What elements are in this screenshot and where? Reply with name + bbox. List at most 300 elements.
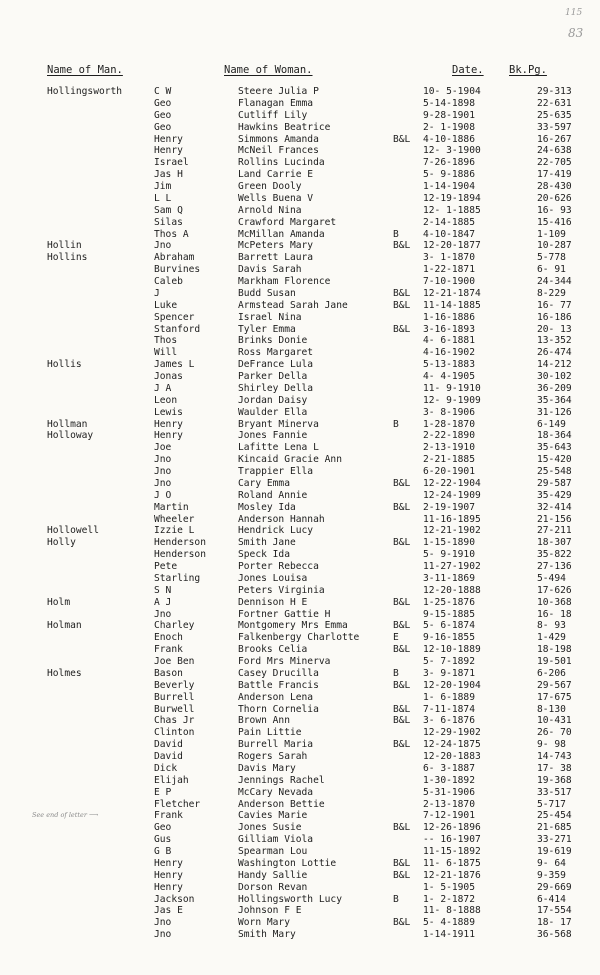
cell-book-page: 21-685	[537, 822, 572, 834]
cell-date: 12-22-1904	[423, 477, 481, 489]
table-row	[0, 799, 600, 811]
cell-date: 12-19-1894	[423, 192, 481, 204]
cell-given-name: Geo	[154, 822, 172, 834]
table-row	[0, 288, 600, 300]
cell-book-page: 17-554	[537, 905, 572, 917]
cell-book-page: 21-156	[537, 513, 572, 525]
cell-date: 1-22-1871	[423, 264, 475, 276]
cell-date: 11-16-1895	[423, 513, 481, 525]
cell-book-page: 33-597	[537, 121, 572, 133]
cell-given-name: Silas	[154, 216, 183, 228]
cell-book-page: 18- 17	[537, 917, 572, 929]
cell-date: 4-16-1902	[423, 347, 475, 359]
table-row	[0, 383, 600, 395]
cell-given-name: Elijah	[154, 774, 189, 786]
table-row	[0, 371, 600, 383]
cell-book-page: 32-414	[537, 501, 572, 513]
table-row	[0, 205, 600, 217]
cell-date: 2-13-1870	[423, 798, 475, 810]
cell-date: 11-14-1885	[423, 299, 481, 311]
cell-book-page: 29-587	[537, 477, 572, 489]
cell-given-name: Burwell	[154, 703, 195, 715]
table-row	[0, 668, 600, 680]
table-row	[0, 490, 600, 502]
cell-date: 1-25-1876	[423, 596, 475, 608]
table-row	[0, 407, 600, 419]
cell-surname: Holm	[47, 596, 71, 608]
cell-book-page: 18-198	[537, 644, 572, 656]
cell-woman-name: Hendrick Lucy	[238, 525, 314, 537]
cell-book-page: 1-429	[537, 632, 566, 644]
table-row	[0, 597, 600, 609]
cell-record-type: B&L	[393, 501, 411, 513]
cell-date: 12-21-1876	[423, 869, 481, 881]
cell-given-name: David	[154, 751, 183, 762]
cell-given-name: Clinton	[154, 727, 195, 739]
cell-woman-name: Peters Virginia	[238, 584, 325, 596]
table-row	[0, 632, 600, 644]
table-row	[0, 466, 600, 478]
cell-date: 5- 7-1892	[423, 656, 475, 667]
cell-date: 11- 8-1888	[423, 905, 481, 917]
cell-date: 4- 6-1881	[423, 335, 475, 347]
cell-given-name: Frank	[154, 810, 183, 822]
cell-record-type: B&L	[393, 917, 411, 929]
table-row	[0, 620, 600, 632]
cell-given-name: G B	[154, 846, 172, 857]
table-row	[0, 882, 600, 894]
cell-book-page: 25-454	[537, 810, 572, 822]
cell-given-name: Spencer	[154, 311, 195, 323]
cell-record-type: B&L	[393, 679, 411, 691]
table-row	[0, 514, 600, 526]
cell-woman-name: Gilliam Viola	[238, 834, 314, 846]
cell-woman-name: Kincaid Gracie Ann	[238, 454, 342, 466]
cell-woman-name: Spearman Lou	[238, 846, 308, 857]
cell-given-name: J O	[154, 489, 172, 501]
cell-woman-name: Shirley Della	[238, 382, 314, 394]
cell-woman-name: Rollins Lucinda	[238, 157, 325, 169]
table-row	[0, 905, 600, 917]
cell-book-page: 19-368	[537, 774, 572, 786]
cell-given-name: Fletcher	[154, 798, 201, 810]
cell-record-type: E	[393, 632, 399, 644]
cell-book-page: 33-271	[537, 834, 572, 846]
cell-date: 2- 1-1908	[423, 121, 475, 133]
cell-record-type: B	[393, 228, 399, 240]
cell-given-name: Luke	[154, 299, 178, 311]
arrow-icon: ⟶	[86, 811, 99, 819]
cell-given-name: Sam Q	[154, 204, 183, 216]
cell-record-type: B&L	[393, 715, 411, 727]
table-row	[0, 727, 600, 739]
cell-given-name: Jas H	[154, 169, 183, 181]
cell-date: 12-20-1904	[423, 679, 481, 691]
cell-given-name: Wheeler	[154, 513, 195, 525]
cell-book-page: 33-517	[537, 786, 572, 798]
cell-record-type: B&L	[393, 857, 411, 869]
cell-book-page: 17-419	[537, 169, 572, 181]
cell-book-page: 18-364	[537, 430, 572, 442]
cell-date: 1-28-1870	[423, 418, 475, 430]
cell-woman-name: McMillan Amanda	[238, 228, 325, 240]
cell-book-page: 36-209	[537, 382, 572, 394]
cell-woman-name: Simmons Amanda	[238, 133, 319, 145]
cell-book-page: 10-287	[537, 240, 572, 252]
cell-woman-name: Handy Sallie	[238, 869, 308, 881]
cell-book-page: 24-638	[537, 145, 572, 157]
cell-given-name: Jno	[154, 466, 172, 477]
table-row	[0, 585, 600, 597]
table-row	[0, 276, 600, 288]
cell-date: 2-19-1907	[423, 501, 475, 513]
cell-record-type: B&L	[393, 287, 411, 299]
cell-date: 3- 1-1870	[423, 252, 475, 264]
cell-woman-name: Anderson Lena	[238, 691, 314, 703]
cell-surname: Hollowell	[47, 525, 99, 537]
cell-book-page: 35-822	[537, 549, 572, 561]
cell-book-page: 5-494	[537, 572, 566, 584]
cell-surname: Hollin	[47, 240, 82, 252]
cell-given-name: C W	[154, 86, 172, 97]
cell-woman-name: Tyler Emma	[238, 323, 296, 335]
cell-given-name: Martin	[154, 501, 189, 513]
cell-given-name: Jim	[154, 181, 172, 192]
cell-woman-name: Jordan Daisy	[238, 394, 308, 406]
cell-woman-name: Wells Buena V	[238, 192, 314, 204]
table-row	[0, 419, 600, 431]
cell-date: 12-24-1909	[423, 489, 481, 501]
cell-given-name: Jackson	[154, 893, 195, 905]
cell-woman-name: Flanagan Emma	[238, 97, 314, 109]
cell-woman-name: Smith Mary	[238, 929, 296, 941]
cell-date: 11-15-1892	[423, 846, 481, 857]
cell-woman-name: Bryant Minerva	[238, 418, 319, 430]
cell-date: 12- 9-1909	[423, 394, 481, 406]
cell-given-name: Burvines	[154, 264, 201, 276]
table-row	[0, 430, 600, 442]
cell-given-name: Henry	[154, 145, 183, 157]
table-row	[0, 229, 600, 241]
cell-book-page: 16- 18	[537, 608, 572, 620]
cell-date: 6-20-1901	[423, 466, 475, 477]
cell-woman-name: Armstead Sarah Jane	[238, 299, 348, 311]
table-row	[0, 157, 600, 169]
cell-book-page: 30-102	[537, 371, 572, 382]
table-row	[0, 98, 600, 110]
table-row	[0, 656, 600, 668]
cell-book-page: 9-359	[537, 869, 566, 881]
cell-record-type: B&L	[393, 869, 411, 881]
cell-woman-name: Jones Fannie	[238, 430, 308, 442]
cell-record-type: B&L	[393, 240, 411, 252]
cell-book-page: 26-474	[537, 347, 572, 359]
cell-book-page: 26- 70	[537, 727, 572, 739]
cell-given-name: Chas Jr	[154, 715, 195, 727]
margin-note	[32, 811, 98, 819]
cell-book-page: 28-430	[537, 181, 572, 192]
cell-woman-name: Worn Mary	[238, 917, 290, 929]
cell-book-page: 16- 93	[537, 204, 572, 216]
table-row	[0, 680, 600, 692]
cell-date: 12-26-1896	[423, 822, 481, 834]
cell-book-page: 5-778	[537, 252, 566, 264]
cell-date: 12-29-1902	[423, 727, 481, 739]
table-row	[0, 217, 600, 229]
cell-date: 5- 4-1889	[423, 917, 475, 929]
cell-woman-name: Markham Florence	[238, 276, 331, 287]
cell-given-name: Leon	[154, 394, 178, 406]
cell-date: 6- 3-1887	[423, 762, 475, 774]
cell-date: 1-15-1890	[423, 537, 475, 549]
cell-woman-name: Brown Ann	[238, 715, 290, 727]
cell-woman-name: Davis Sarah	[238, 264, 302, 276]
table-row	[0, 181, 600, 193]
table-row	[0, 715, 600, 727]
cell-given-name: Jonas	[154, 371, 183, 382]
cell-woman-name: Jones Susie	[238, 822, 302, 834]
cell-given-name: Starling	[154, 572, 201, 584]
table-row	[0, 858, 600, 870]
table-row	[0, 264, 600, 276]
cell-date: 12-21-1902	[423, 525, 481, 537]
cell-date: 12-20-1888	[423, 584, 481, 596]
cell-date: 5- 9-1886	[423, 169, 475, 181]
cell-book-page: 25-548	[537, 466, 572, 477]
cell-book-page: 31-126	[537, 406, 572, 418]
cell-date: 12-20-1877	[423, 240, 481, 252]
cell-date: 1- 2-1872	[423, 893, 475, 905]
cell-woman-name: Lafitte Lena L	[238, 442, 319, 454]
cell-date: 1- 6-1889	[423, 691, 475, 703]
cell-woman-name: Smith Jane	[238, 537, 296, 549]
cell-surname: Hollins	[47, 252, 88, 264]
table-row	[0, 846, 600, 858]
cell-book-page: 5-717	[537, 798, 566, 810]
cell-given-name: Lewis	[154, 406, 183, 418]
cell-date: 2-22-1890	[423, 430, 475, 442]
cell-given-name: Caleb	[154, 276, 183, 287]
cell-given-name: Will	[154, 347, 178, 359]
cell-book-page: 10-368	[537, 596, 572, 608]
cell-woman-name: Davis Mary	[238, 762, 296, 774]
cell-given-name: Pete	[154, 561, 178, 572]
cell-given-name: Thos A	[154, 228, 189, 240]
cell-date: 3- 8-1906	[423, 406, 475, 418]
cell-date: 11- 9-1910	[423, 382, 481, 394]
cell-given-name: Geo	[154, 97, 172, 109]
cell-woman-name: Mosley Ida	[238, 501, 296, 513]
cell-woman-name: Thorn Cornelia	[238, 703, 319, 715]
cell-book-page: 6- 91	[537, 264, 566, 276]
cell-surname: Holly	[47, 537, 76, 549]
cell-woman-name: Ross Margaret	[238, 347, 314, 359]
cell-date: 9-15-1885	[423, 608, 475, 620]
cell-date: 7-12-1901	[423, 810, 475, 822]
cell-given-name: Jno	[154, 608, 172, 620]
cell-book-page: 19-619	[537, 846, 572, 857]
cell-given-name: Stanford	[154, 323, 201, 335]
header-date: Date.	[452, 64, 484, 76]
cell-woman-name: Speck Ida	[238, 549, 290, 561]
cell-date: 5-31-1906	[423, 786, 475, 798]
cell-given-name: Jno	[154, 477, 172, 489]
cell-woman-name: Green Dooly	[238, 181, 302, 192]
cell-book-page: 22-631	[537, 97, 572, 109]
cell-record-type: B	[393, 667, 399, 679]
cell-date: 12-10-1889	[423, 644, 481, 656]
cell-date: 11-27-1902	[423, 561, 481, 572]
margin-note-text: See end of letter	[32, 811, 87, 819]
cell-woman-name: McNeil Frances	[238, 145, 319, 157]
table-row	[0, 834, 600, 846]
cell-woman-name: Arnold Nina	[238, 204, 302, 216]
cell-given-name: Joe Ben	[154, 656, 195, 667]
table-row	[0, 240, 600, 252]
cell-woman-name: Fortner Gattie H	[238, 608, 331, 620]
cell-book-page: 6-149	[537, 418, 566, 430]
cell-record-type: B&L	[393, 596, 411, 608]
cell-given-name: Frank	[154, 644, 183, 656]
cell-date: 7-10-1900	[423, 276, 475, 287]
cell-book-page: 36-568	[537, 929, 572, 941]
cell-date: 1-14-1904	[423, 181, 475, 192]
cell-date: 5- 6-1874	[423, 620, 475, 632]
cell-book-page: 17-626	[537, 584, 572, 596]
cell-surname: Holmes	[47, 667, 82, 679]
cell-date: 3- 6-1876	[423, 715, 475, 727]
pencil-mark-top: 115	[565, 8, 583, 18]
cell-record-type: B&L	[393, 299, 411, 311]
table-row	[0, 739, 600, 751]
table-row	[0, 609, 600, 621]
cell-given-name: J A	[154, 382, 172, 394]
cell-book-page: 8- 93	[537, 620, 566, 632]
cell-woman-name: Land Carrie E	[238, 169, 314, 181]
cell-book-page: 6-206	[537, 667, 566, 679]
cell-book-page: 29-567	[537, 679, 572, 691]
cell-date: 9-16-1855	[423, 632, 475, 644]
cell-given-name: Joe	[154, 442, 172, 454]
cell-date: 5-13-1883	[423, 359, 475, 371]
table-row	[0, 537, 600, 549]
cell-record-type: B	[393, 418, 399, 430]
table-row	[0, 442, 600, 454]
table-row	[0, 751, 600, 763]
cell-given-name: Geo	[154, 109, 172, 121]
cell-book-page: 35-364	[537, 394, 572, 406]
cell-woman-name: Dennison H E	[238, 596, 308, 608]
table-row	[0, 929, 600, 941]
cell-date: 2-14-1885	[423, 216, 475, 228]
cell-record-type: B&L	[393, 133, 411, 145]
cell-woman-name: Dorson Revan	[238, 881, 308, 893]
cell-date: -- 16-1907	[423, 834, 481, 846]
cell-woman-name: Anderson Hannah	[238, 513, 325, 525]
cell-woman-name: Trappier Ella	[238, 466, 314, 477]
cell-given-name: Henry	[154, 869, 183, 881]
cell-book-page: 25-635	[537, 109, 572, 121]
cell-woman-name: Steere Julia P	[238, 86, 319, 97]
cell-surname: Hollingsworth	[47, 86, 123, 97]
cell-book-page: 20- 13	[537, 323, 572, 335]
cell-surname: Hollis	[47, 359, 82, 371]
table-row	[0, 644, 600, 656]
cell-date: 4-10-1886	[423, 133, 475, 145]
cell-given-name: E P	[154, 786, 172, 798]
cell-given-name: Burrell	[154, 691, 195, 703]
table-row	[0, 454, 600, 466]
cell-date: 3-16-1893	[423, 323, 475, 335]
cell-given-name: Jas E	[154, 905, 183, 917]
cell-given-name: Beverly	[154, 679, 195, 691]
cell-book-page: 10-431	[537, 715, 572, 727]
cell-date: 1-14-1911	[423, 929, 475, 941]
cell-surname: Hollman	[47, 418, 88, 430]
table-row	[0, 300, 600, 312]
cell-woman-name: Casey Drucilla	[238, 667, 319, 679]
cell-date: 10- 5-1904	[423, 86, 481, 97]
table-row	[0, 775, 600, 787]
header-book-page: Bk.Pg.	[509, 64, 547, 76]
cell-record-type: B&L	[393, 822, 411, 834]
cell-date: 12-21-1874	[423, 287, 481, 299]
cell-book-page: 27-136	[537, 561, 572, 572]
cell-given-name: Thos	[154, 335, 178, 347]
cell-woman-name: Battle Francis	[238, 679, 319, 691]
table-row	[0, 122, 600, 134]
cell-date: 1-30-1892	[423, 774, 475, 786]
cell-date: 12- 1-1885	[423, 204, 481, 216]
cell-given-name: Jno	[154, 454, 172, 466]
cell-given-name: S N	[154, 584, 172, 596]
cell-woman-name: Barrett Laura	[238, 252, 314, 264]
cell-date: 5-14-1898	[423, 97, 475, 109]
page-number: 83	[568, 26, 584, 40]
cell-book-page: 16-186	[537, 311, 572, 323]
table-row	[0, 549, 600, 561]
cell-book-page: 16-267	[537, 133, 572, 145]
cell-woman-name: Budd Susan	[238, 287, 296, 299]
cell-date: 1- 5-1905	[423, 881, 475, 893]
table-row	[0, 312, 600, 324]
table-row	[0, 193, 600, 205]
cell-book-page: 8-229	[537, 287, 566, 299]
table-row	[0, 169, 600, 181]
cell-given-name: Jno	[154, 917, 172, 929]
cell-woman-name: Cavies Marie	[238, 810, 308, 822]
table-row	[0, 347, 600, 359]
table-row	[0, 763, 600, 775]
cell-woman-name: Montgomery Mrs Emma	[238, 620, 348, 632]
cell-date: 9-28-1901	[423, 109, 475, 121]
cell-date: 2-13-1910	[423, 442, 475, 454]
cell-given-name: Jno	[154, 929, 172, 941]
cell-woman-name: Washington Lottie	[238, 857, 337, 869]
cell-woman-name: Pain Littie	[238, 727, 302, 739]
cell-woman-name: Falkenbergy Charlotte	[238, 632, 360, 644]
table-row	[0, 525, 600, 537]
cell-book-page: 35-643	[537, 442, 572, 454]
cell-woman-name: DeFrance Lula	[238, 359, 314, 371]
cell-woman-name: McPeters Mary	[238, 240, 314, 252]
cell-book-page: 18-307	[537, 537, 572, 549]
cell-woman-name: Johnson F E	[238, 905, 302, 917]
cell-book-page: 27-211	[537, 525, 572, 537]
table-row	[0, 704, 600, 716]
cell-date: 2-21-1885	[423, 454, 475, 466]
cell-book-page: 15-420	[537, 454, 572, 466]
